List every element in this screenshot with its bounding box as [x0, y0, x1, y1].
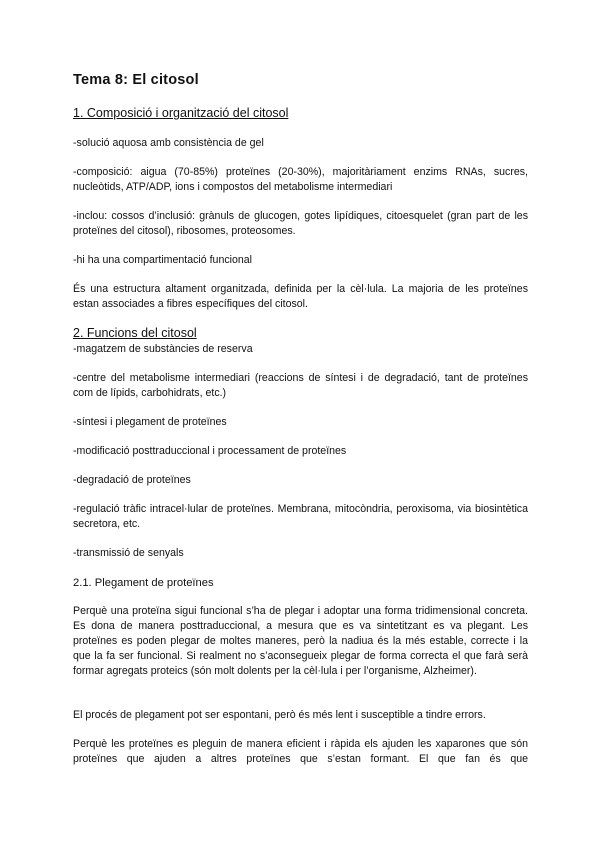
section-2-paragraph: -transmissió de senyals [73, 547, 184, 559]
subsection-2-1-heading: 2.1. Plegament de proteïnes [73, 577, 214, 589]
section-1-paragraph: -hi ha una compartimentació funcional [73, 254, 253, 266]
subsection-2-1-paragraph: El procés de plegament pot ser espontani, però és més lent i susceptible a tindre errors. [73, 709, 486, 721]
section-1-heading: 1. Composició i organització del citosol [73, 106, 289, 120]
section-2-paragraph: -centre del metabolisme intermediari (reaccions de síntesi i de degradació, tant de proteïnes com de lípids, carbohidrats, etc.) [73, 372, 528, 399]
section-2-paragraph: -magatzem de substàncies de reserva [73, 343, 253, 355]
section-1-paragraph: -inclou: cossos d’inclusió: grànuls de glucogen, gotes lipídiques, citoesquelet (gran part de les proteïnes del citosol), ribosomes, proteosomes. [73, 210, 528, 237]
section-2-paragraph: -regulació tràfic intracel·lular de proteïnes. Membrana, mitocòndria, peroxisoma, via biosintètica secretora, etc. [73, 503, 528, 530]
section-2-paragraph: -modificació posttraduccional i processament de proteïnes [73, 445, 347, 457]
section-2-paragraph: -degradació de proteïnes [73, 474, 191, 486]
page-title: Tema 8: El citosol [73, 72, 199, 88]
section-2-heading: 2. Funcions del citosol [73, 326, 197, 340]
subsection-2-1-paragraph: Perquè les proteïnes es pleguin de manera eficient i ràpida els ajuden les xaparones que són proteïnes que ajuden a altres proteïnes que s’estan formant. El que fan és que [73, 738, 528, 765]
section-2-paragraph: -síntesi i plegament de proteïnes [73, 416, 227, 428]
subsection-2-1-paragraph: Perquè una proteïna sigui funcional s’ha de plegar i adoptar una forma tridimensional concreta. Es dona de manera posttraduccional, a mesura que es va sintetitzant es va plegant. Les proteïnes es poden plegar de moltes maneres, però la nadiua és la més estable, correcte i la que la fa ser funcional. Si realment no s’aconsegueix plegar de forma correcta el que farà serà formar agregats proteics (són molt dolents per la cèl·lula i per l’organisme, Alzheimer). [73, 605, 528, 677]
section-1-paragraph: -composició: aigua (70-85%) proteïnes (20-30%), majoritàriament enzims RNAs, sucres, nucleòtids, ATP/ADP, ions i compostos del metabolisme intermediari [73, 166, 528, 193]
section-1-paragraph: És una estructura altament organitzada, definida per la cèl·lula. La majoria de les proteïnes estan associades a fibres específiques del citosol. [73, 283, 528, 310]
section-1-paragraph: -solució aquosa amb consistència de gel [73, 137, 264, 149]
